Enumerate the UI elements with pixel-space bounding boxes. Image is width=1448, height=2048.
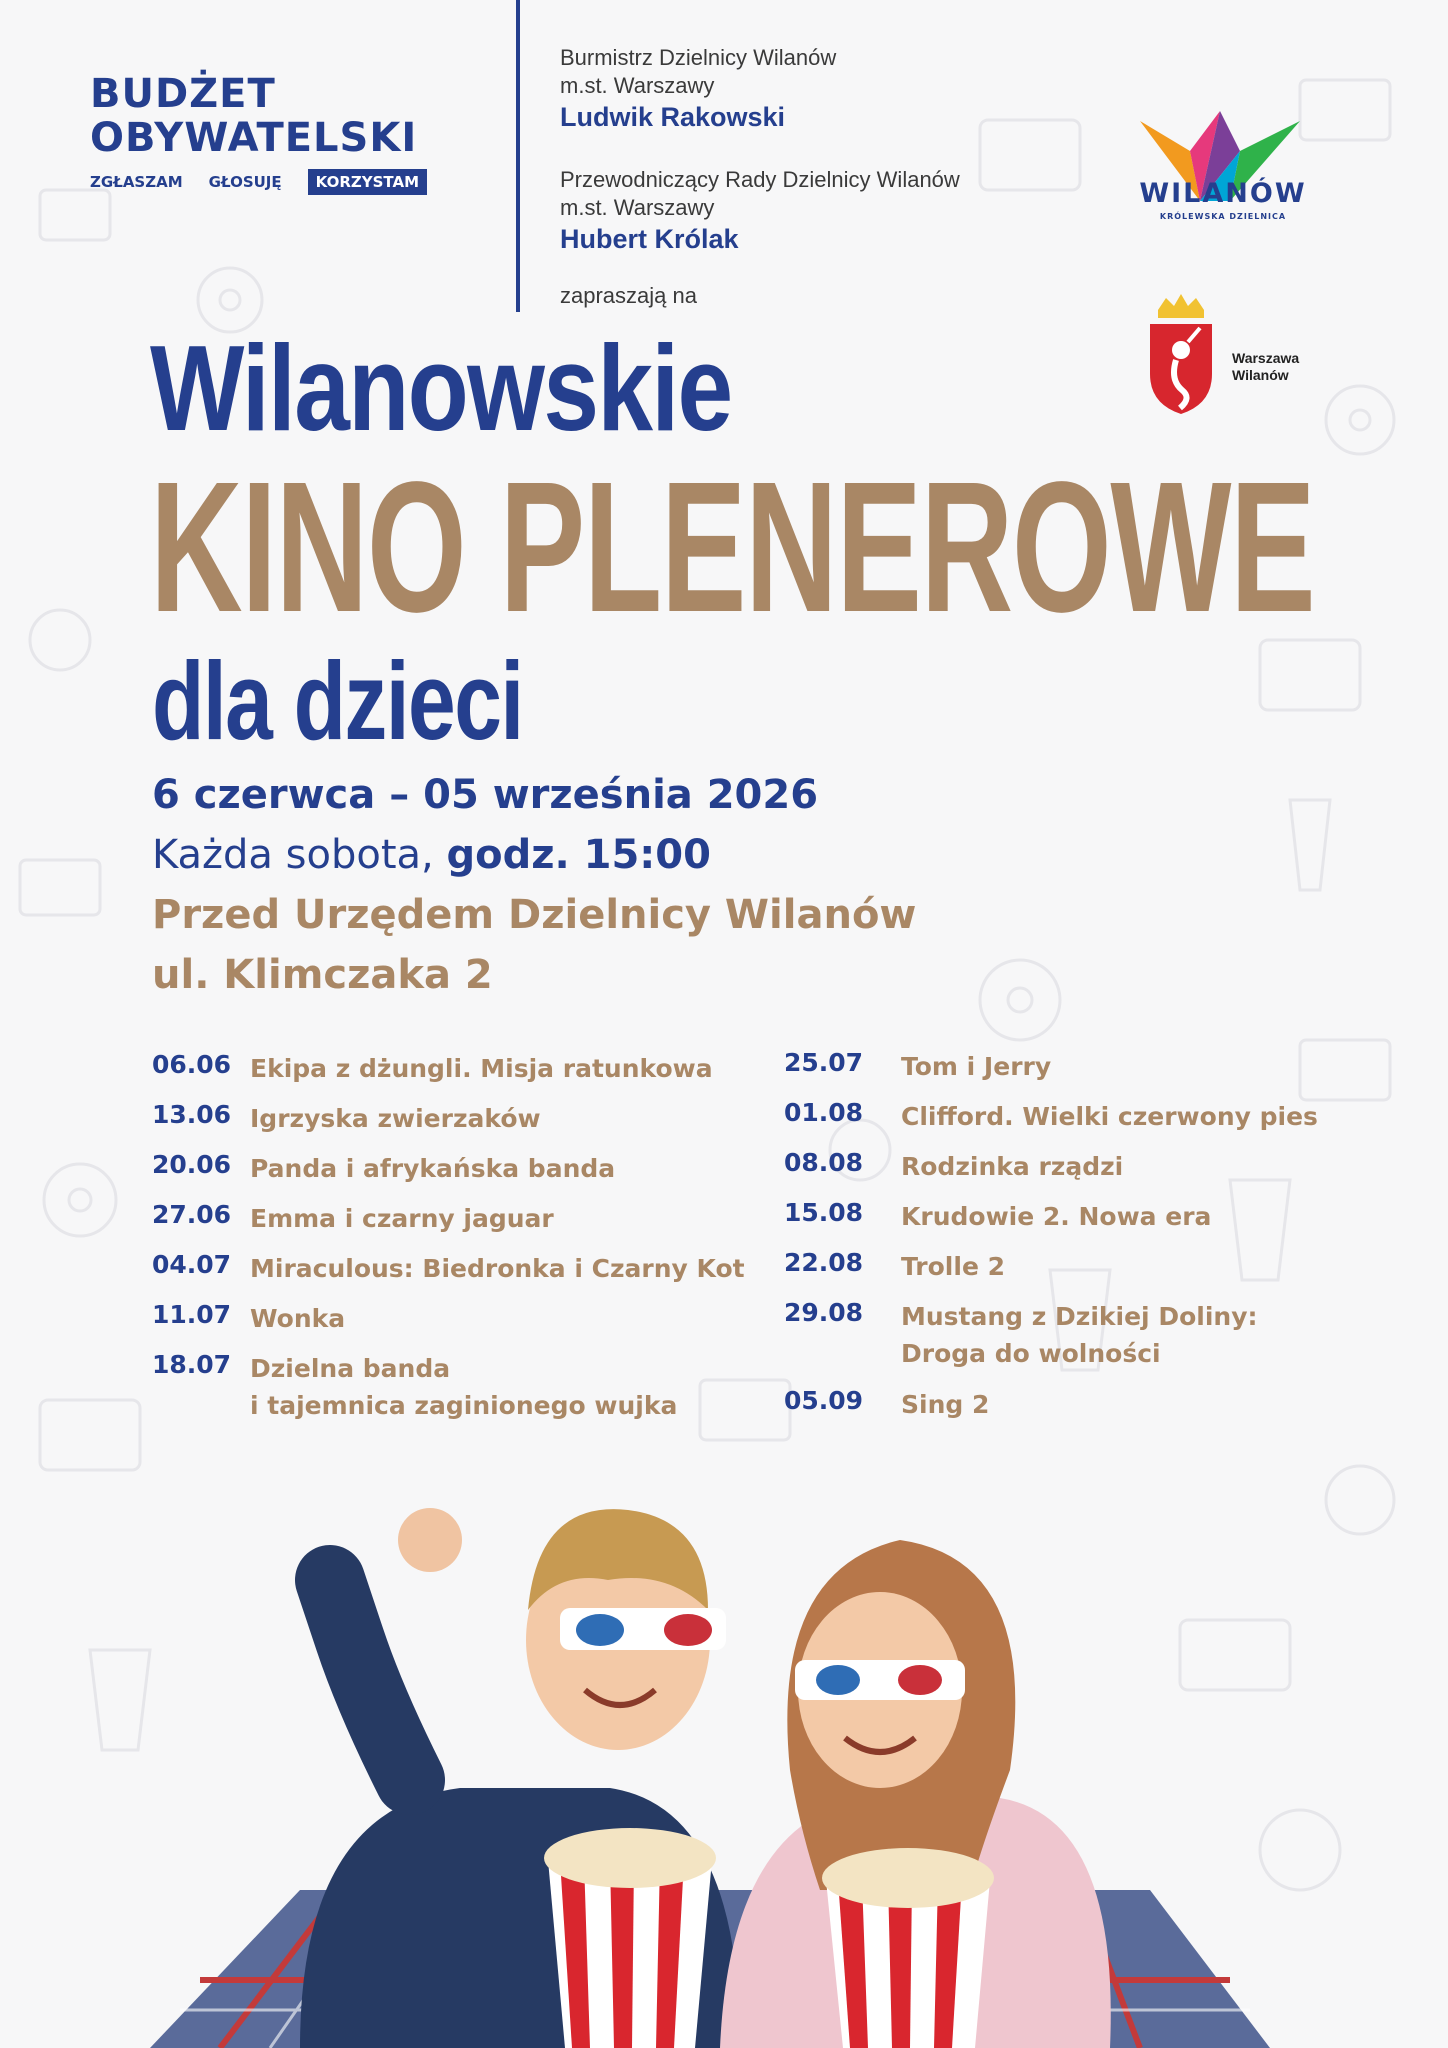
- schedule-title: Krudowie 2. Nowa era: [901, 1202, 1212, 1231]
- wilanow-logo-text: WILANÓW: [1139, 178, 1307, 209]
- schedule-date: 15.08: [784, 1198, 864, 1227]
- headline-dla-dzieci: dla dzieci: [152, 640, 523, 763]
- schedule-date: 05.09: [784, 1386, 864, 1415]
- event-hour: godz. 15:00: [446, 832, 711, 878]
- schedule-row: [784, 1198, 1211, 1235]
- tag-zglaszam: ZGŁASZAM: [90, 173, 183, 191]
- event-time: [152, 832, 711, 878]
- invite-text: zapraszają na: [560, 283, 697, 308]
- wilanow-logo-subtitle: KRÓLEWSKA DZIELNICA: [1159, 212, 1287, 221]
- warsaw-coat-of-arms-icon: [1146, 290, 1216, 420]
- event-day: Każda sobota,: [152, 832, 434, 878]
- schedule-title: [901, 1298, 1257, 1372]
- schedule-row: [152, 1250, 745, 1287]
- event-place: Przed Urzędem Dzielnicy Wilanów: [152, 892, 917, 938]
- logo-line-1: BUDŻET: [90, 71, 276, 117]
- tag-korzystam: KORZYSTAM: [308, 169, 427, 195]
- schedule-title-line: Mustang z Dzikiej Doliny:: [901, 1302, 1258, 1331]
- host2-subtitle: m.st. Warszawy: [560, 195, 715, 220]
- schedule-row: [152, 1200, 554, 1237]
- schedule-title: Miraculous: Biedronka i Czarny Kot: [250, 1254, 745, 1283]
- schedule-date: 27.06: [152, 1200, 232, 1229]
- schedule-title: Wonka: [250, 1304, 346, 1333]
- schedule-row: [152, 1350, 677, 1424]
- popcorn-bucket-left: [544, 1828, 716, 2048]
- headline-wilanowskie: Wilanowskie: [150, 320, 732, 456]
- schedule-date: 06.06: [152, 1050, 232, 1079]
- schedule-date: 25.07: [784, 1048, 864, 1077]
- schedule-title-line: Droga do wolności: [901, 1339, 1161, 1368]
- crest-label: [1232, 350, 1299, 384]
- schedule-date: 04.07: [152, 1250, 232, 1279]
- schedule-row: [784, 1148, 1123, 1185]
- schedule-title-line: i tajemnica zaginionego wujka: [250, 1391, 678, 1420]
- budzet-obywatelski-logo: [90, 72, 417, 160]
- schedule-row: [784, 1048, 1051, 1085]
- schedule-title: Ekipa z dżungli. Misja ratunkowa: [250, 1054, 713, 1083]
- budzet-tags: [90, 168, 427, 196]
- schedule-title-line: Dzielna banda: [250, 1354, 451, 1383]
- schedule-date: 20.06: [152, 1150, 232, 1179]
- schedule-date: 22.08: [784, 1248, 864, 1277]
- host2-title: Przewodniczący Rady Dzielnicy Wilanów: [560, 167, 960, 192]
- schedule-title: Trolle 2: [901, 1252, 1006, 1281]
- crest-line-2: Wilanów: [1232, 367, 1289, 383]
- schedule-row: [784, 1386, 989, 1423]
- schedule-date: 01.08: [784, 1098, 864, 1127]
- popcorn-bucket-right: [822, 1848, 994, 2048]
- event-address: ul. Klimczaka 2: [152, 952, 493, 998]
- schedule-title: Emma i czarny jaguar: [250, 1204, 554, 1233]
- host1-name: Ludwik Rakowski: [560, 102, 786, 132]
- host1-subtitle: m.st. Warszawy: [560, 73, 715, 98]
- host2-name: Hubert Królak: [560, 224, 739, 254]
- schedule-row: [152, 1100, 541, 1137]
- header-divider: [516, 0, 520, 312]
- schedule-row: [784, 1248, 1005, 1285]
- schedule-title: Tom i Jerry: [901, 1052, 1052, 1081]
- schedule-title: Clifford. Wielki czerwony pies: [901, 1102, 1318, 1131]
- host1-title: Burmistrz Dzielnicy Wilanów: [560, 45, 837, 70]
- schedule-title: [250, 1350, 677, 1424]
- schedule-row: [152, 1300, 345, 1337]
- schedule-row: [784, 1098, 1318, 1135]
- schedule-date: 11.07: [152, 1300, 232, 1329]
- schedule-title: Sing 2: [901, 1390, 990, 1419]
- logo-line-2: OBYWATELSKI: [90, 115, 418, 161]
- tag-glosuje: GŁOSUJĘ: [208, 173, 282, 191]
- schedule-date: 08.08: [784, 1148, 864, 1177]
- schedule-date: 29.08: [784, 1298, 864, 1327]
- crest-line-1: Warszawa: [1232, 350, 1300, 366]
- event-dates: 6 czerwca – 05 września 2026: [152, 772, 819, 818]
- schedule-title: Igrzyska zwierzaków: [250, 1104, 541, 1133]
- schedule-row: [784, 1298, 1257, 1372]
- schedule-date: 13.06: [152, 1100, 232, 1129]
- schedule-row: [152, 1150, 615, 1187]
- schedule-title: Rodzinka rządzi: [901, 1152, 1124, 1181]
- schedule-date: 18.07: [152, 1350, 232, 1379]
- headline-kino-plenerowe: KINO PLENEROWE: [150, 444, 1315, 651]
- schedule-row: [152, 1050, 713, 1087]
- schedule-title: Panda i afrykańska banda: [250, 1154, 616, 1183]
- children-popcorn-illustration: [0, 1440, 1448, 2048]
